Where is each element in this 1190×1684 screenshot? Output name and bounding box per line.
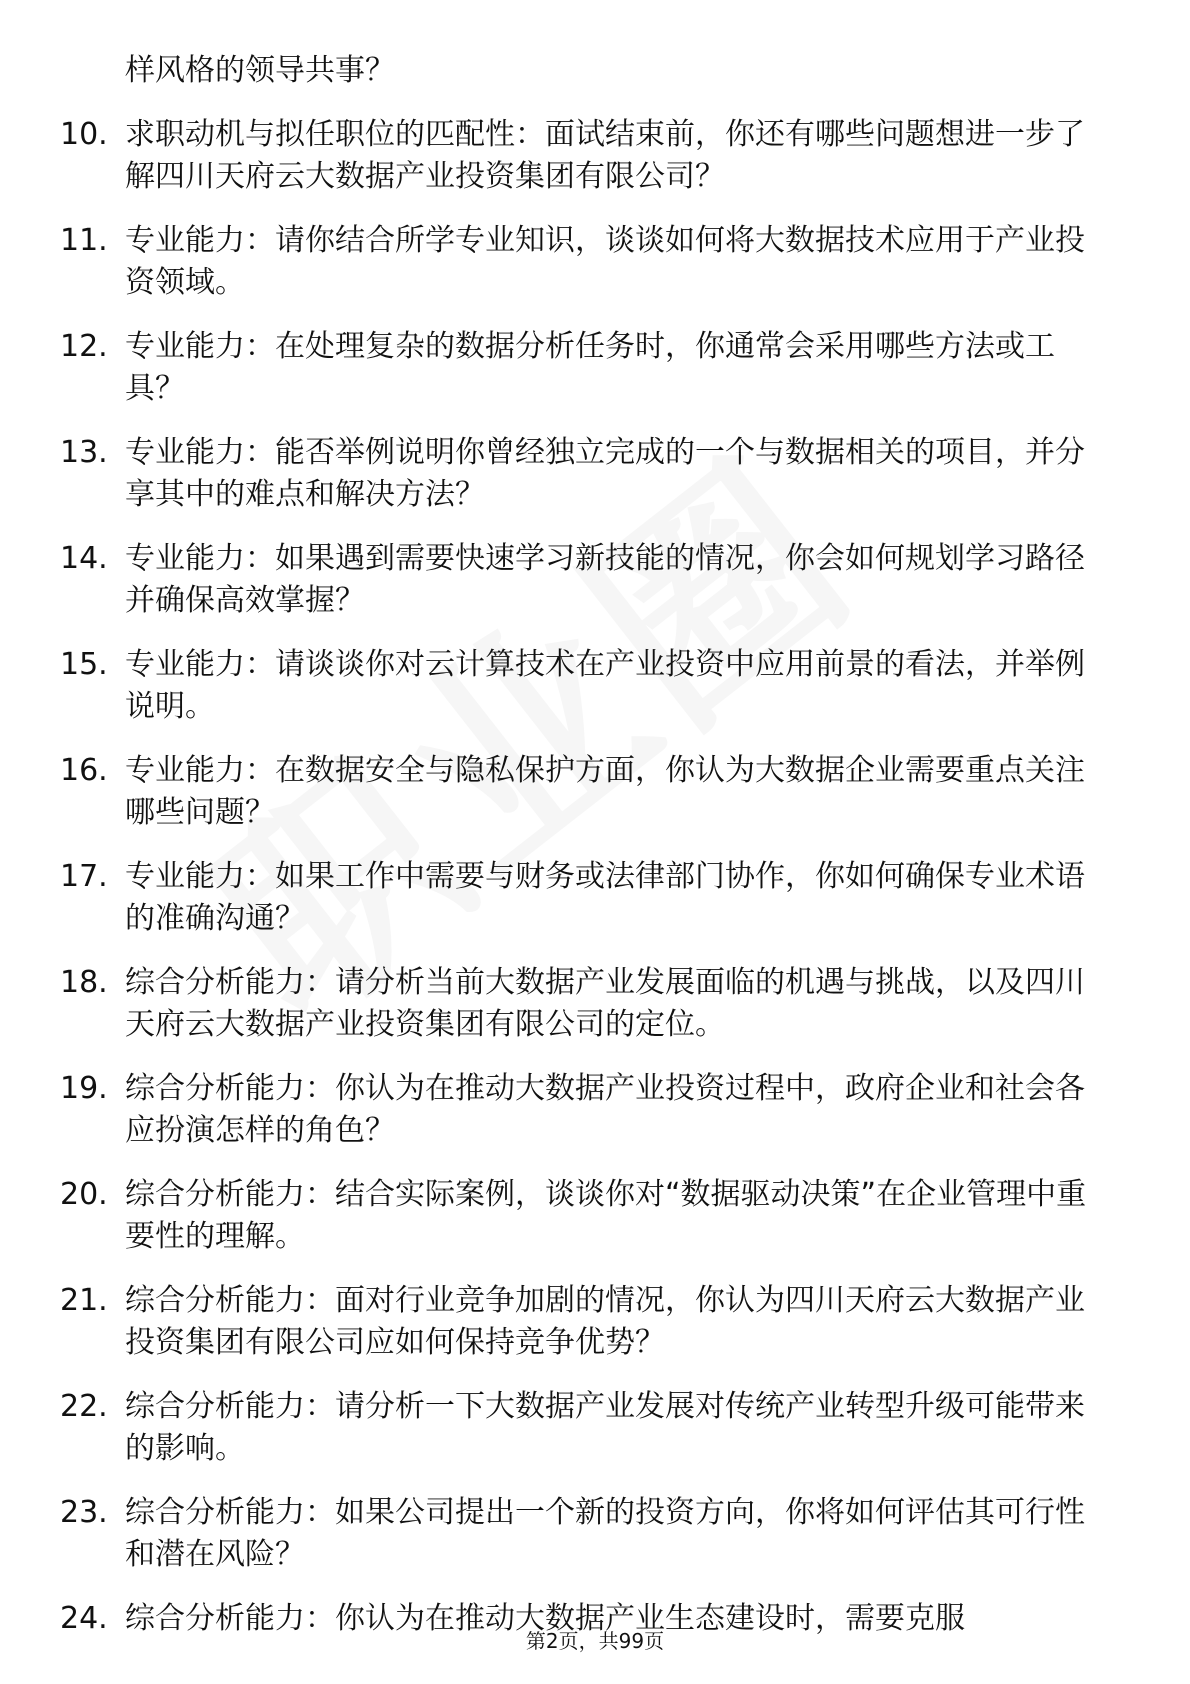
question-list — [60, 50, 1120, 1662]
question-text: 综合分析能力：请分析一下大数据产业发展对传统产业转型升级可能带来的影响。 — [125, 1389, 1085, 1466]
question-text: 综合分析能力：面对行业竞争加剧的情况，你认为四川天府云大数据产业投资集团有限公司应如何保持竞争优势？ — [125, 1283, 1085, 1360]
question-text: 综合分析能力：你认为在推动大数据产业投资过程中，政府企业和社会各应扮演怎样的角色？ — [125, 1071, 1085, 1148]
question-number: 24. — [60, 1601, 108, 1636]
question-text: 专业能力：如果工作中需要与财务或法律部门协作，你如何确保专业术语的准确沟通？ — [125, 859, 1085, 936]
question-text: 求职动机与拟任职位的匹配性：面试结束前，你还有哪些问题想进一步了解四川天府云大数据产业投资集团有限公司？ — [125, 117, 1085, 194]
question-number: 22. — [60, 1389, 108, 1424]
page-footer: 第2页，共99页 — [525, 1629, 665, 1653]
question-number: 15. — [60, 647, 108, 682]
question-item — [60, 1386, 1120, 1470]
question-text: 专业能力：如果遇到需要快速学习新技能的情况，你会如何规划学习路径并确保高效掌握？ — [125, 541, 1085, 618]
question-item — [60, 432, 1120, 516]
question-text: 专业能力：请谈谈你对云计算技术在产业投资中应用前景的看法，并举例说明。 — [125, 647, 1085, 724]
question-text: 综合分析能力：如果公司提出一个新的投资方向，你将如何评估其可行性和潜在风险？ — [125, 1495, 1085, 1572]
question-item — [60, 114, 1120, 198]
question-item — [60, 1280, 1120, 1364]
question-number: 21. — [60, 1283, 108, 1318]
question-item — [60, 644, 1120, 728]
question-text: 专业能力：在数据安全与隐私保护方面，你认为大数据企业需要重点关注哪些问题？ — [125, 753, 1085, 830]
question-item — [60, 220, 1120, 304]
question-number: 10. — [60, 117, 108, 152]
question-text: 专业能力：能否举例说明你曾经独立完成的一个与数据相关的项目，并分享其中的难点和解决方法？ — [125, 435, 1085, 512]
question-number: 12. — [60, 329, 108, 364]
question-number: 14. — [60, 541, 108, 576]
question-number: 17. — [60, 859, 108, 894]
question-text: 综合分析能力：结合实际案例，谈谈你对“数据驱动决策”在企业管理中重要性的理解。 — [125, 1177, 1087, 1254]
question-text: 专业能力：请你结合所学专业知识，谈谈如何将大数据技术应用于产业投资领域。 — [125, 223, 1085, 300]
question-number: 16. — [60, 753, 108, 788]
question-item — [60, 326, 1120, 410]
question-item — [60, 1174, 1120, 1258]
question-item — [60, 1068, 1120, 1152]
question-number: 20. — [60, 1177, 108, 1212]
question-number: 23. — [60, 1495, 108, 1530]
continuation-text: 样风格的领导共事？ — [125, 53, 395, 88]
question-item — [60, 750, 1120, 834]
question-item — [60, 962, 1120, 1046]
question-number: 19. — [60, 1071, 108, 1106]
question-item — [60, 856, 1120, 940]
question-text: 综合分析能力：请分析当前大数据产业发展面临的机遇与挑战，以及四川天府云大数据产业投资集团有限公司的定位。 — [125, 965, 1085, 1042]
question-text: 专业能力：在处理复杂的数据分析任务时，你通常会采用哪些方法或工具？ — [125, 329, 1055, 406]
question-number: 11. — [60, 223, 108, 258]
question-number: 13. — [60, 435, 108, 470]
question-number: 18. — [60, 965, 108, 1000]
question-item — [60, 538, 1120, 622]
question-item — [60, 1492, 1120, 1576]
question-text: 综合分析能力：你认为在推动大数据产业生态建设时，需要克服 — [125, 1601, 965, 1636]
